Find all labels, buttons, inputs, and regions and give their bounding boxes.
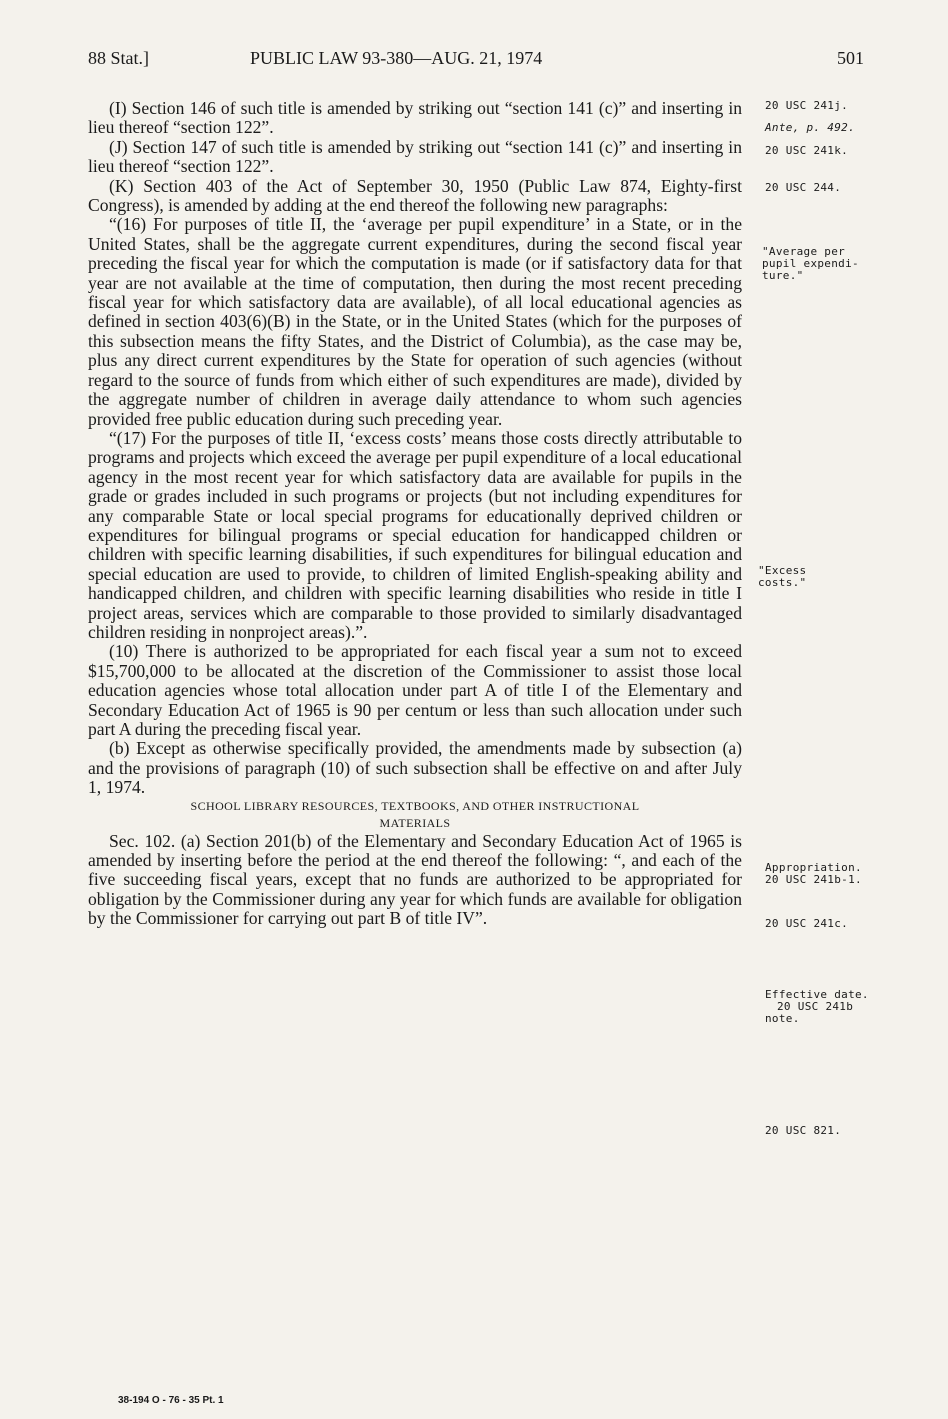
paragraph-k: (K) Section 403 of the Act of September 30, 1950 (Public Law 874, Eighty-first Congress), is amended by adding at the end thereof the following new paragraphs:	[88, 175, 742, 216]
margin-note-excess-costs: "Excess costs."	[758, 564, 807, 589]
page-header	[88, 48, 864, 76]
law-title: PUBLIC LAW 93-380—AUG. 21, 1974	[250, 48, 543, 68]
margin-note-effective-date: Effective date. 20 USC 241b note.	[765, 988, 869, 1025]
section-heading	[88, 798, 742, 832]
statute-reference: 88 Stat.]	[88, 48, 149, 68]
page-number: 501	[837, 48, 864, 68]
paragraph-sec-102: Sec. 102. (a) Section 201(b) of the Elementary and Secondary Education Act of 1965 is amended by inserting before the period at the end thereof the following: “, and each of the five succeeding fiscal years, except that no funds are authorized to be appropriated for obligation by the Commissioner during any year for which funds are available for obligation by the Commissioner for carrying out part B of title IV”.	[88, 830, 742, 929]
paragraph-j: (J) Section 147 of such title is amended by striking out “section 141 (c)” and inserting in lieu thereof “section 122”.	[88, 136, 742, 177]
margin-note-241k: 20 USC 241k.	[765, 144, 849, 157]
margin-note-241c: 20 USC 241c.	[765, 917, 849, 930]
section-heading-line2: MATERIALS	[379, 815, 451, 830]
margin-note-821: 20 USC 821.	[765, 1124, 842, 1137]
margin-note-241j: 20 USC 241j.	[765, 99, 849, 112]
margin-note-244: 20 USC 244.	[765, 181, 842, 194]
paragraph-17: “(17) For the purposes of title II, ‘excess costs’ means those costs directly attributable to programs and projects which exceed the average per pupil expenditure of a local educational agency in the most recent year for which satisfactory data are available for pupils in the grade or grades included in such programs or projects (but not including expenditures for any comparable State or local special programs for educationally deprived children or expenditures for bilingual programs or special education for handicapped children or children with specific learning disabilities, if such expenditures for bilingual education and special education are used to provide, to children of limited English-speaking ability and handicapped children, and children with specific learning disabilities who reside in title I project areas, services which are comparable to those provided to similarly disadvantaged children residing in nonproject areas).”.	[88, 427, 742, 642]
margin-note-appropriation: Appropriation. 20 USC 241b-1.	[765, 861, 862, 886]
print-code-footer: 38-194 O - 76 - 35 Pt. 1	[118, 1395, 224, 1406]
paragraph-10: (10) There is authorized to be appropriated for each fiscal year a sum not to exceed $15,700,000 to be allocated at the discretion of the Commissioner to assist those local education agencies whose total allocation under part A of title I of the Elementary and Secondary Education Act of 1965 is 90 per centum or less than such allocation under such part A during the preceding fiscal year.	[88, 641, 742, 739]
section-heading-line1: SCHOOL LIBRARY RESOURCES, TEXTBOOKS, AND OTHER INSTRUCTIONAL	[190, 798, 640, 813]
margin-note-ante: Ante, p. 492.	[765, 121, 855, 134]
body-text	[88, 99, 742, 929]
paragraph-b: (b) Except as otherwise specifically provided, the amendments made by subsection (a) and the provisions of paragraph (10) of such subsection shall be effective on and after July 1, 1974.	[88, 738, 742, 798]
margin-note-average-per-pupil: "Average per pupil expendi- ture."	[762, 245, 859, 282]
paragraph-i: (I) Section 146 of such title is amended by striking out “section 141 (c)” and inserting in lieu thereof “section 122”.	[88, 98, 742, 138]
paragraph-16: “(16) For purposes of title II, the ‘average per pupil expenditure’ in a State, or in the United States, shall be the aggregate current expenditures, during the second fiscal year preceding the fiscal year for which the computation is made (or if satisfactory data for that year are not available at the time of computation, then during the most recent preceding fiscal year for which satisfactory data are available), of all local educational agencies as defined in section 403(6)(B) in the State, or in the United States (which for the purposes of this subsection means the fifty States, and the District of Columbia), as the case may be, plus any direct current expenditures by the State for operation of such agencies (without regard to the source of funds from which either of such expenditures are made), divided by the aggregate number of children in average daily attendance to whom such agencies provided free public education during such preceding year.	[88, 214, 742, 429]
